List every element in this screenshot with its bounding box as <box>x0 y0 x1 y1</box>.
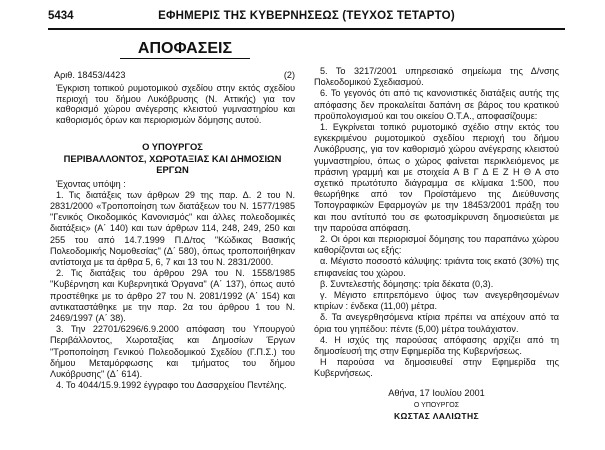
paragraph: 2. Οι όροι και περιορισμοί δόμησης του παραπάνω χώρου καθορίζονται ως εξής: <box>314 234 559 256</box>
having-regard: Έχοντας υπόψη : <box>56 178 126 189</box>
paragraph: 5. Το 3217/2001 υπηρεσιακό σημείωμα της Δ/νσης Πολεοδομικού Σχεδιασμού. <box>314 66 559 88</box>
paragraph: γ. Μέγιστο επιτρεπόμενο ύψος των ανεγερθησομένων κτιρίων : ένδεκα (11,00) μέτρα. <box>314 290 559 312</box>
gazette-header <box>48 8 565 30</box>
paragraph: δ. Τα ανεγερθησόμενα κτίρια πρέπει να απέχουν από τα όρια του γηπέδου: πέντε (5,00) μέτρα τουλάχιστον. <box>314 312 559 334</box>
paragraph: 6. Το γεγονός ότι από τις κανονιστικές διατάξεις αυτής της απόφασης δεν προκαλείται δαπάνη σε βάρος του κρατικού προϋπολογισμού και του οικείου Ο.Τ.Α., αποφασίζουμε: <box>314 88 559 121</box>
minister-title-line: Ο ΥΠΟΥΡΓΟΣ <box>142 141 203 152</box>
paragraph: 1. Τις διατάξεις των άρθρων 29 της παρ. Δ. 2 του Ν. 2831/2000 «Τροποποίηση των διατάξεων του Ν. 1577/1985 "Γενικός Οικοδομικός Κανονισμός" και άλλες πολεοδομικές διατάξεις» (Α΄ 140) και των άρθρων 114, 248, 249, 250 και 255 του από 14.7.1999 Π.Δ/τος "Κώδικας Βασικής Πολεοδομικής Νομοθεσίας" (Δ΄ 580), όπως τροποποιήθηκαν αντίστοιχα με τα άρθρα 5, 6, 7 και 13 του Ν. 2831/2000. <box>50 189 295 267</box>
decision-reference <box>50 70 295 82</box>
section-title: ΑΠΟΦΑΣΕΙΣ <box>120 40 250 59</box>
paragraph: 4. Το 4044/15.9.1992 έγγραφο του Δασαρχείου Πεντέλης. <box>56 380 287 391</box>
right-items <box>314 66 559 380</box>
left-items <box>50 190 295 392</box>
paragraph: Η παρούσα να δημοσιευθεί στην Εφημερίδα της Κυβερνήσεως. <box>314 357 559 379</box>
gazette-title: ΕΦΗΜΕΡΙΣ ΤΗΣ ΚΥΒΕΡΝΗΣΕΩΣ (ΤΕΥΧΟΣ ΤΕΤΑΡΤΟ) <box>158 10 455 22</box>
signature-block <box>314 388 559 423</box>
decision-paren-number: (2) <box>283 70 295 80</box>
decision-number: Αριθ. 18453/4423 <box>54 70 126 80</box>
decision-summary: Έγκριση τοπικού ρυμοτομικού σχεδίου στην εκτός σχεδίου περιοχή του δήμου Λυκόβρυσης (Ν. Αττικής) για τον καθορισμό χώρου ανέγερσης κλειστού γυμναστηρίου και καθορισμός όρων και περιορισμών δόμησης αυτού. <box>56 83 295 125</box>
minister-title <box>50 141 295 176</box>
signature-role: Ο ΥΠΟΥΡΓΟΣ <box>413 401 460 409</box>
left-column <box>50 58 295 391</box>
paragraph: 1. Εγκρίνεται τοπικό ρυμοτομικό σχέδιο στην εκτός του εγκεκριμένου ρυμοτομικού σχεδίου περιοχή του δήμου Λυκόβρυσης, για τον καθορισμό χώρου ανέγερσης κλειστού γυμναστηρίου, όπως ο χώρος φαίνεται περικλειόμενος με πράσινη γραμμή και με στοιχεία Α Β Γ Δ Ε Ζ Η Θ Α στο σχετικό πρωτότυπο διάγραμμα σε κλίμακα 1:500, που θεωρήθηκε από τον Προϊστάμενο της Διεύθυνσης Τοπογραφικών Εφαρμογών με την 18453/2001 πράξη του και που αντίτυπό του σε φωτοσμίκρυνση δημοσιεύεται με την παρούσα απόφαση. <box>314 122 559 233</box>
paragraph: β. Συντελεστής δόμησης: τρία δέκατα (0,3). <box>320 278 494 289</box>
paragraph: α. Μέγιστο ποσοστό κάλυψης: τριάντα τοις εκατό (30%) της επιφανείας του χώρου. <box>314 256 559 278</box>
signature-name: ΚΩΣΤΑΣ ΛΑΛΙΩΤΗΣ <box>394 411 479 422</box>
right-column <box>314 66 559 422</box>
page-number: 5434 <box>48 10 74 22</box>
minister-title-line: ΠΕΡΙΒΑΛΛΟΝΤΟΣ, ΧΩΡΟΤΑΞΙΑΣ ΚΑΙ ΔΗΜΟΣΙΩΝ ΕΡΓΩΝ <box>63 152 282 175</box>
paragraph: 2. Τις διατάξεις του άρθρου 29Α του Ν. 1558/1985 "Κυβέρνηση και Κυβερνητικά Όργανα" (Α΄ 137), όπως αυτό προστέθηκε με το άρθρο 27 του Ν. 2081/1992 (Α΄ 154) και αντικαταστάθηκε με την παρ. 2α του άρθρου 1 του Ν. 2469/1997 (Α΄ 38). <box>50 268 295 323</box>
signature-date: Αθήνα, 17 Ιουλίου 2001 <box>388 387 485 398</box>
paragraph: 4. Η ισχύς της παρούσας απόφασης αρχίζει από τη δημοσίευσή της στην Εφημερίδα της Κυβερνήσεως. <box>314 334 559 357</box>
paragraph: 3. Την 22701/6296/6.9.2000 απόφαση του Υπουργού Περιβάλλοντος, Χωροταξίας και Δημοσίων Έργων "Τροποποίηση Γενικού Πολεοδομικού Σχεδίου (Γ.Π.Σ.) του δήμου Μεταμόρφωσης και τμήματος του δήμου Λυκόβρυσης" (Δ΄ 614). <box>50 324 295 379</box>
